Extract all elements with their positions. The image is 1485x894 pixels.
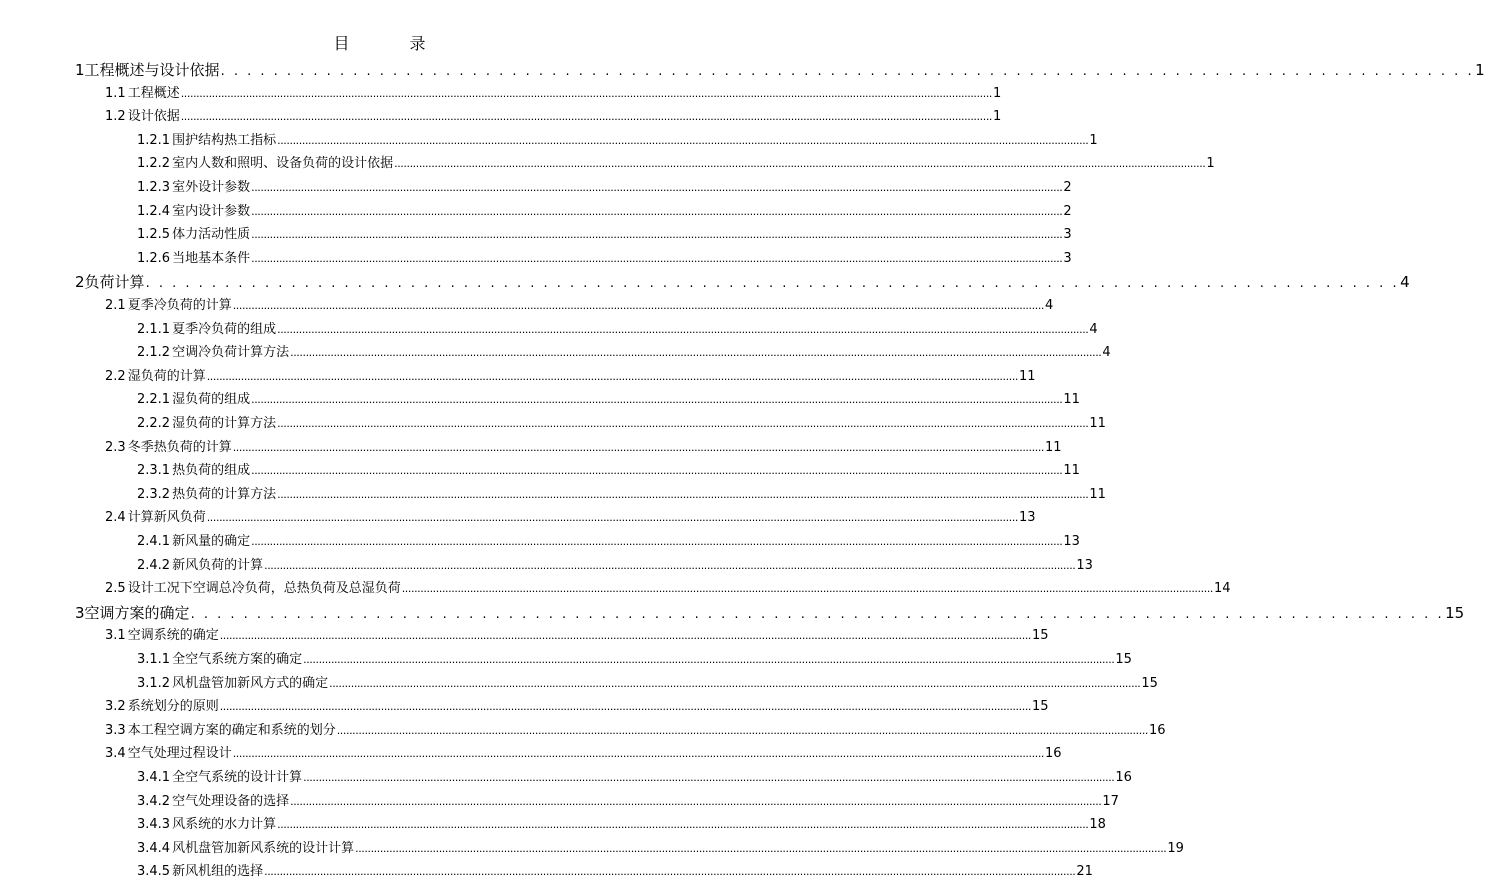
toc-entry-level1[interactable]: [75, 270, 1410, 294]
toc-entry-level3[interactable]: [137, 530, 1080, 554]
toc-entry-number: 2.4: [105, 510, 126, 526]
toc-entry-number: 3.1: [105, 628, 126, 644]
toc-entry-number: 3.3: [105, 722, 126, 738]
toc-entry-level3[interactable]: [137, 200, 1072, 224]
toc-dot-leader: ......................................................................................................................................................................................................................................................................: [277, 417, 1089, 430]
toc-dot-leader: ......................................................................................................................................................................................................................................................................: [394, 157, 1206, 171]
toc-entry-number: 3.4.5: [137, 864, 171, 880]
toc-entry-page: 16: [1115, 770, 1132, 785]
toc-entry-page: 4: [1400, 273, 1410, 292]
toc-entry-title: 本工程空调方案的确定和系统的划分: [127, 722, 336, 738]
toc-entry-title: 工程概述与设计依据: [84, 61, 220, 79]
toc-entry-level2[interactable]: [105, 577, 1231, 601]
toc-entry-page: 3: [1063, 250, 1072, 266]
toc-entry-title: 计算新风负荷: [127, 510, 206, 526]
toc-entry-page: 2: [1063, 180, 1072, 195]
toc-entry-title: 全空气系统的设计计算: [172, 770, 303, 785]
toc-entry-page: 19: [1167, 840, 1184, 856]
toc-dot-leader: ......................................................................................................................................................................................................................................................................: [303, 653, 1115, 666]
toc-entry-number: 3: [75, 603, 85, 622]
toc-entry-page: 21: [1076, 864, 1093, 880]
toc-entry-level3[interactable]: [137, 388, 1080, 412]
toc-entry-number: 3.4.4: [137, 840, 171, 856]
toc-dot-leader: ......................................................................................................................................................................................................................................................................: [180, 110, 993, 124]
toc-entry-title: 室外设计参数: [172, 180, 251, 195]
toc-entry-page: 15: [1445, 603, 1465, 622]
toc-entry-number: 1.2.5: [137, 227, 171, 243]
toc-entry-number: 2.3.2: [137, 486, 171, 502]
toc-dot-leader: ......................................................................................................................................................................................................................................................................: [180, 86, 993, 100]
toc-entry-page: 11: [1019, 368, 1036, 384]
toc-entry-title: 设计工况下空调总冷负荷，总热负荷及总湿负荷: [127, 581, 401, 597]
toc-entry-page: 15: [1032, 628, 1049, 644]
toc-entry-title: 全空气系统方案的确定: [172, 652, 303, 667]
toc-dot-leader: ......................................................................................................................................................................................................................................................................: [206, 511, 1019, 525]
toc-entry-number: 2.2.1: [137, 392, 171, 408]
toc-entry-number: 2.5: [105, 581, 126, 597]
toc-dot-leader: ......................................................................................................................................................................................................................................................................: [277, 818, 1089, 832]
toc-entry-level1[interactable]: [75, 58, 1485, 82]
toc-dot-leader: ......................................................................................................................................................................................................................................................................: [251, 181, 1063, 194]
toc-dot-leader: ......................................................................................................................................................................................................................................................................: [219, 629, 1032, 643]
toc-entry-number: 1.2.3: [137, 180, 171, 195]
toc-entry-page: 15: [1115, 652, 1132, 667]
toc-entry-title: 湿负荷的计算方法: [172, 416, 277, 431]
toc-entry-level2[interactable]: [105, 719, 1166, 743]
toc-entry-level3[interactable]: [137, 837, 1184, 861]
toc-dot-leader: ......................................................................................................................................................................................................................................................................: [232, 440, 1045, 454]
toc-entry-number: 1.2.4: [137, 203, 171, 219]
toc-entry-level2[interactable]: [105, 624, 1049, 648]
toc-entry-title: 工程概述: [127, 85, 180, 101]
toc-entry-title: 空气处理过程设计: [127, 746, 232, 762]
toc-entry-number: 2.3: [105, 439, 126, 455]
toc-entry-level3[interactable]: [137, 766, 1132, 790]
toc-dot-leader: ......................................................................................................................................................................................................................................................................: [401, 582, 1214, 596]
toc-entry-number: 1.2.1: [137, 132, 171, 148]
toc-dot-leader: ......................................................................................................................................................................................................................................................................: [232, 747, 1045, 761]
toc-entry-number: 3.4.2: [137, 793, 171, 809]
toc-entry-level2[interactable]: [105, 506, 1036, 530]
toc-entry-level2[interactable]: [105, 105, 1002, 129]
toc-entry-page: 15: [1141, 675, 1158, 691]
toc-entry-number: 1.2.6: [137, 250, 171, 266]
toc-entry-title: 空气处理设备的选择: [172, 793, 290, 809]
toc-entry-level3[interactable]: [137, 223, 1072, 247]
toc-entry-title: 负荷计算: [84, 273, 145, 292]
toc-entry-level3[interactable]: [137, 318, 1098, 342]
toc-entry-level3[interactable]: [137, 790, 1119, 814]
toc-entry-level3[interactable]: [137, 554, 1093, 578]
toc-dot-leader: ......................................................................................................................................................................................................................................................................: [251, 204, 1063, 218]
toc-entry-title: 空调方案的确定: [84, 603, 190, 622]
toc-entry-title: 夏季冷负荷的计算: [127, 298, 232, 313]
toc-entry-page: 2: [1063, 203, 1072, 219]
toc-dot-leader: ......................................................................................................................................................................................................................................................................: [290, 794, 1102, 808]
toc-entry-title: 冬季热负荷的计算: [127, 439, 232, 455]
toc-entry-number: 3.4: [105, 746, 126, 762]
toc-entry-page: 16: [1149, 722, 1166, 738]
toc-dot-leader: ......................................................................................................................................................................................................................................................................: [264, 558, 1076, 572]
toc-entry-level3[interactable]: [137, 648, 1132, 672]
toc-entry-level2[interactable]: [105, 82, 1002, 106]
toc-dot-leader: ......................................................................................................................................................................................................................................................................: [329, 676, 1141, 690]
toc-dot-leader: . . . . . . . . . . . . . . . . . . . . . . . . . . . . . . . . . . . . . . . . . . . . . . . . . . . . . . . . . . . . . . . . . . . . . . . . . . . . . . . . . . . . . . . . . . . . . . .: [190, 606, 1445, 622]
toc-dot-leader: ......................................................................................................................................................................................................................................................................: [277, 322, 1089, 336]
toc-entry-level3[interactable]: [137, 672, 1158, 696]
toc-entry-page: 18: [1089, 817, 1106, 833]
toc-entry-level2[interactable]: [105, 742, 1062, 766]
toc-entry-page: 11: [1063, 463, 1080, 479]
toc-entry-number: 2.4.1: [137, 534, 171, 549]
toc-entry-number: 3.1.1: [137, 652, 171, 667]
toc-dot-leader: ......................................................................................................................................................................................................................................................................: [251, 393, 1063, 407]
toc-dot-leader: ......................................................................................................................................................................................................................................................................: [277, 133, 1089, 147]
toc-entry-page: 14: [1214, 581, 1231, 597]
toc-dot-leader: ......................................................................................................................................................................................................................................................................: [232, 299, 1045, 312]
toc-entry-title: 风系统的水力计算: [172, 817, 277, 833]
toc-dot-leader: ......................................................................................................................................................................................................................................................................: [355, 841, 1167, 855]
toc-entry-number: 2.4.2: [137, 557, 171, 573]
toc-entry-level3[interactable]: [137, 412, 1106, 436]
toc-dot-leader: ......................................................................................................................................................................................................................................................................: [251, 535, 1063, 548]
toc-entry-level2[interactable]: [105, 294, 1054, 318]
toc-entry-number: 3.4.1: [137, 770, 171, 785]
toc-entry-level3[interactable]: [137, 341, 1111, 365]
toc-entry-title: 湿负荷的组成: [172, 392, 251, 408]
toc-entry-page: 4: [1045, 298, 1054, 313]
toc-dot-leader: . . . . . . . . . . . . . . . . . . . . . . . . . . . . . . . . . . . . . . . . . . . . . . . . . . . . . . . . . . . . . . . . . . . . . . . . . . . . . . . . . . . . . . . . . . . . . . .: [145, 276, 1400, 292]
toc-entry-level3[interactable]: [137, 176, 1072, 200]
toc-entry-title: 室内人数和照明、设备负荷的设计依据: [172, 156, 394, 172]
toc-dot-leader: ......................................................................................................................................................................................................................................................................: [336, 723, 1149, 737]
toc-entry-number: 2.1.1: [137, 321, 171, 337]
toc-entry-page: 1: [1089, 132, 1098, 148]
toc-dot-leader: ......................................................................................................................................................................................................................................................................: [206, 369, 1019, 383]
toc-entry-level3[interactable]: [137, 247, 1072, 271]
toc-dot-leader: ......................................................................................................................................................................................................................................................................: [290, 346, 1102, 360]
toc-entry-level3[interactable]: [137, 813, 1106, 837]
toc-entry-title: 空调系统的确定: [127, 628, 219, 644]
toc-entry-title: 湿负荷的计算: [127, 368, 206, 384]
toc-entry-number: 2.1.2: [137, 345, 171, 361]
toc-entry-page: 1: [1206, 156, 1215, 172]
toc-entry-page: 1: [993, 109, 1002, 125]
toc-entry-page: 4: [1089, 321, 1098, 337]
toc-entry-title: 热负荷的组成: [172, 463, 251, 479]
toc-entry-number: 1.2: [105, 109, 126, 125]
toc-entry-title: 新风机组的选择: [172, 864, 264, 880]
toc-entry-level3[interactable]: [137, 459, 1080, 483]
toc-dot-leader: ......................................................................................................................................................................................................................................................................: [219, 700, 1032, 714]
toc-entry-title: 热负荷的计算方法: [172, 486, 277, 502]
toc-entry-page: 13: [1076, 557, 1093, 573]
toc-entry-page: 1: [993, 85, 1002, 101]
toc-entry-number: 3.2: [105, 699, 126, 715]
toc-entry-page: 11: [1089, 416, 1106, 431]
toc-dot-leader: ......................................................................................................................................................................................................................................................................: [303, 771, 1115, 784]
toc-entry-number: 2.2: [105, 368, 126, 384]
toc-entry-title: 围护结构热工指标: [172, 132, 277, 148]
toc-entry-page: 13: [1063, 534, 1080, 549]
toc-entry-title: 风机盘管加新风方式的确定: [172, 675, 329, 691]
toc-dot-leader: . . . . . . . . . . . . . . . . . . . . . . . . . . . . . . . . . . . . . . . . . . . . . . . . . . . . . . . . . . . . . . . . . . . . . . . . . . . . . . . . . . . . . . . . . . . . . . .: [220, 64, 1475, 79]
toc-dot-leader: ......................................................................................................................................................................................................................................................................: [264, 865, 1076, 879]
toc-entry-level3[interactable]: [137, 152, 1215, 176]
toc-entry-title: 夏季冷负荷的组成: [172, 321, 277, 337]
toc-entry-page: 11: [1089, 486, 1106, 502]
toc-entry-title: 设计依据: [127, 109, 180, 125]
toc-entry-level2[interactable]: [105, 365, 1036, 389]
toc-entry-level2[interactable]: [105, 695, 1049, 719]
toc-entry-number: 2.3.1: [137, 463, 171, 479]
toc-entry-page: 11: [1045, 439, 1062, 455]
toc-dot-leader: ......................................................................................................................................................................................................................................................................: [251, 251, 1063, 265]
toc-entry-page: 15: [1032, 699, 1049, 715]
toc-dot-leader: ......................................................................................................................................................................................................................................................................: [251, 464, 1063, 478]
toc-entry-title: 新风负荷的计算: [172, 557, 264, 573]
toc-dot-leader: ......................................................................................................................................................................................................................................................................: [277, 487, 1089, 501]
toc-entry-page: 3: [1063, 227, 1072, 243]
toc-entry-number: 1: [75, 61, 85, 79]
toc-entry-title: 当地基本条件: [172, 250, 251, 266]
toc-entry-level1[interactable]: [75, 601, 1465, 625]
toc-entry-page: 17: [1102, 793, 1119, 809]
toc-entry-number: 1.2.2: [137, 156, 171, 172]
toc-dot-leader: ......................................................................................................................................................................................................................................................................: [251, 228, 1063, 242]
toc-entry-number: 1.1: [105, 85, 126, 101]
toc-entry-level3[interactable]: [137, 129, 1098, 153]
toc-entry-level3[interactable]: [137, 483, 1106, 507]
toc-entry-title: 系统划分的原则: [127, 699, 219, 715]
toc-entry-title: 风机盘管加新风系统的设计计算: [172, 840, 355, 856]
toc-entry-title: 体力活动性质: [172, 227, 251, 243]
toc-entry-number: 3.4.3: [137, 817, 171, 833]
toc-entry-number: 2: [75, 273, 85, 292]
toc-entry-title: 室内设计参数: [172, 203, 251, 219]
toc-entry-number: 2.1: [105, 298, 126, 313]
toc-entry-page: 4: [1102, 345, 1111, 361]
toc-entry-title: 空调冷负荷计算方法: [172, 345, 290, 361]
toc-entry-title: 新风量的确定: [172, 534, 251, 549]
toc-entry-page: 13: [1019, 510, 1036, 526]
toc-title: 目 录: [333, 34, 448, 53]
toc-entry-page: 1: [1475, 61, 1485, 79]
toc-entry-level2[interactable]: [105, 436, 1062, 460]
toc-entry-page: 11: [1063, 392, 1080, 408]
toc-entry-number: 3.1.2: [137, 675, 171, 691]
toc-entry-number: 2.2.2: [137, 416, 171, 431]
toc-entry-level3[interactable]: [137, 860, 1093, 884]
toc-entry-page: 16: [1045, 746, 1062, 762]
